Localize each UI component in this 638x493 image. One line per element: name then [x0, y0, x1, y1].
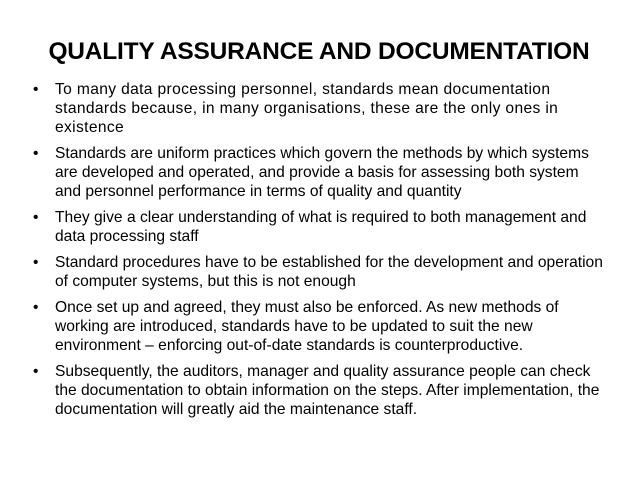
slide-title: QUALITY ASSURANCE AND DOCUMENTATION	[48, 38, 590, 65]
bullet-list	[33, 80, 603, 426]
bullet-text: Once set up and agreed, they must also be enforced. As new methods of working are introduced, standards have to be updated to suit the new environment – enforcing out-of-date standards is counterproductive.	[55, 299, 559, 354]
bullet-icon: •	[33, 254, 39, 271]
bullet-item	[33, 253, 603, 291]
bullet-text: They give a clear understanding of what is required to both management and data processing staff	[55, 209, 587, 245]
bullet-text: To many data processing personnel, standards mean documentation standards because, in many organisations, these are the only ones in existence	[55, 81, 559, 136]
bullet-item	[33, 144, 603, 201]
bullet-icon: •	[33, 209, 39, 226]
bullet-icon: •	[33, 81, 39, 98]
bullet-item	[33, 208, 603, 246]
bullet-text: Standard procedures have to be established for the development and operation of computer systems, but this is not enough	[55, 254, 603, 290]
bullet-item	[33, 362, 603, 419]
bullet-text: Subsequently, the auditors, manager and quality assurance people can check the documentation to obtain information on the steps. After implementation, the documentation will greatly aid the maintenance staff.	[55, 363, 600, 418]
bullet-icon: •	[33, 363, 39, 380]
bullet-item	[33, 298, 603, 355]
bullet-icon: •	[33, 299, 39, 316]
bullet-icon: •	[33, 145, 39, 162]
bullet-item	[33, 80, 603, 137]
bullet-text: Standards are uniform practices which govern the methods by which systems are developed and operated, and provide a basis for assessing both system and personnel performance in terms of quality and quantity	[55, 145, 589, 200]
